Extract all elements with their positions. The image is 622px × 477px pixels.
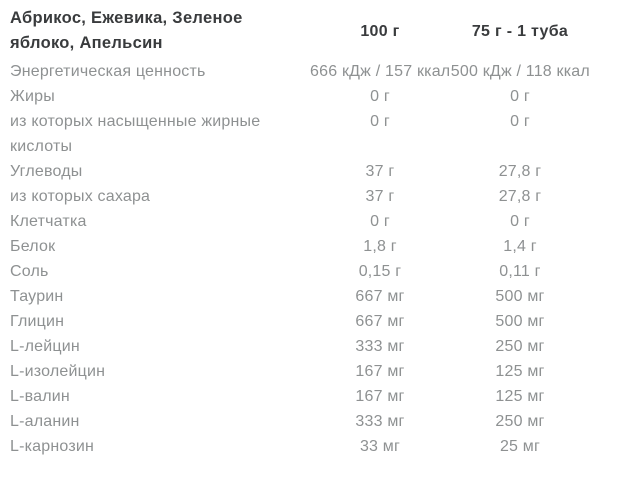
table-header-row	[10, 6, 622, 56]
row-value-per-100g: 167 мг	[355, 388, 405, 405]
row-value-per-tube: 0,11 г	[499, 263, 541, 280]
table-row	[10, 109, 622, 159]
table-row	[10, 334, 622, 359]
table-row	[10, 159, 622, 184]
row-label: L-изолейцин	[10, 363, 106, 380]
row-label: Таурин	[10, 288, 64, 305]
column-header-product-name: Абрикос, Ежевика, Зеленое яблоко, Апельсин	[10, 9, 243, 52]
row-value-per-tube: 125 мг	[495, 388, 545, 405]
row-label: L-аланин	[10, 413, 80, 430]
row-value-per-tube: 125 мг	[495, 363, 545, 380]
row-value-per-100g: 0 г	[370, 88, 390, 105]
table-row	[10, 384, 622, 409]
table-row	[10, 259, 622, 284]
row-label: L-валин	[10, 388, 70, 405]
table-row	[10, 234, 622, 259]
column-header-per-100g: 100 г	[360, 22, 400, 40]
row-value-per-tube: 0 г	[510, 213, 530, 230]
column-header-per-tube: 75 г - 1 туба	[471, 22, 569, 40]
row-value-per-100g: 667 мг	[355, 288, 405, 305]
row-label: Жиры	[10, 88, 55, 105]
row-value-per-100g: 333 мг	[355, 413, 405, 430]
table-row	[10, 59, 622, 84]
row-label: Белок	[10, 238, 56, 255]
row-value-per-tube: 1,4 г	[503, 238, 537, 255]
row-label: L-карнозин	[10, 438, 95, 455]
row-value-per-100g: 37 г	[365, 188, 395, 205]
table-row	[10, 84, 622, 109]
row-value-per-100g: 333 мг	[355, 338, 405, 355]
row-value-per-100g: 667 мг	[355, 313, 405, 330]
row-label: из которых сахара	[10, 188, 151, 205]
table-row	[10, 409, 622, 434]
row-value-per-100g: 33 мг	[359, 438, 401, 455]
row-value-per-tube: 25 мг	[499, 438, 541, 455]
table-row	[10, 284, 622, 309]
row-value-per-100g: 0 г	[370, 113, 390, 130]
row-value-per-tube: 500 кДж / 118 ккал	[450, 63, 590, 80]
row-value-per-tube: 27,8 г	[498, 163, 542, 180]
row-value-per-100g: 167 мг	[355, 363, 405, 380]
row-value-per-100g: 666 кДж / 157 ккал	[310, 63, 451, 80]
table-row	[10, 359, 622, 384]
table-row	[10, 309, 622, 334]
row-value-per-tube: 0 г	[510, 88, 530, 105]
row-label: Глицин	[10, 313, 65, 330]
table-row	[10, 184, 622, 209]
row-label: из которых насыщенные жирные кислоты	[10, 113, 261, 155]
table-body	[10, 59, 622, 459]
row-value-per-100g: 0,15 г	[358, 263, 402, 280]
row-value-per-tube: 250 мг	[495, 338, 545, 355]
row-label: Энергетическая ценность	[10, 63, 206, 80]
row-value-per-tube: 500 мг	[495, 288, 545, 305]
row-label: Углеводы	[10, 163, 83, 180]
row-label: Соль	[10, 263, 49, 280]
row-label: L-лейцин	[10, 338, 80, 355]
table-row	[10, 209, 622, 234]
row-value-per-tube: 250 мг	[495, 413, 545, 430]
row-value-per-100g: 37 г	[365, 163, 395, 180]
table-row	[10, 434, 622, 459]
row-value-per-tube: 500 мг	[495, 313, 545, 330]
row-label: Клетчатка	[10, 213, 87, 230]
row-value-per-tube: 27,8 г	[498, 188, 542, 205]
row-value-per-100g: 1,8 г	[363, 238, 397, 255]
row-value-per-tube: 0 г	[510, 113, 530, 130]
row-value-per-100g: 0 г	[370, 213, 390, 230]
